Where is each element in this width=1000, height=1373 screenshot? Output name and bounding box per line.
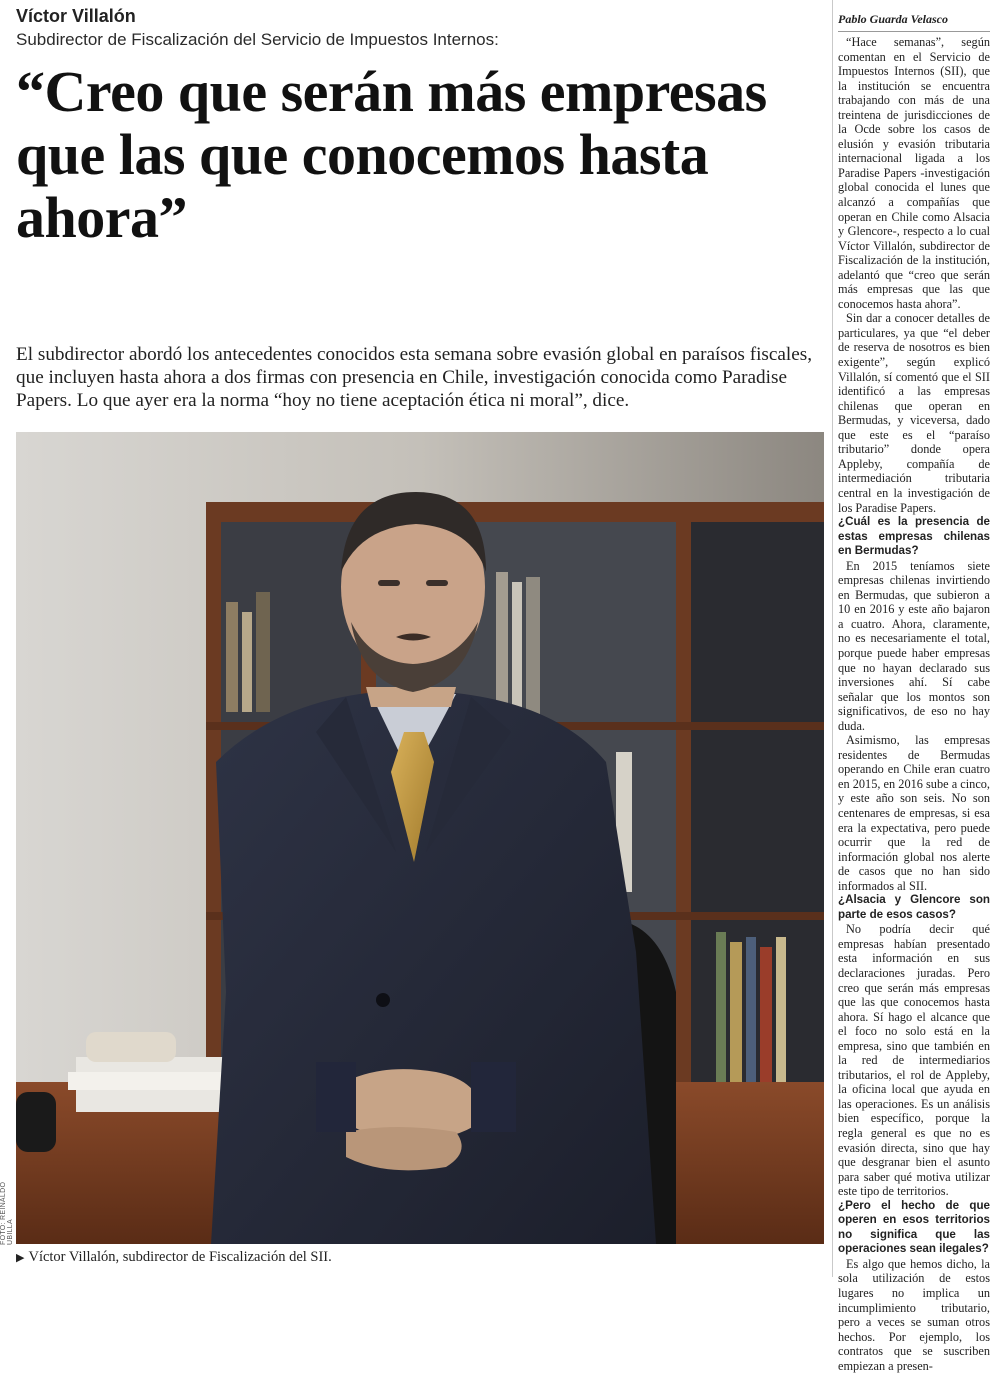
photo-credit: FOTO: REINALDO UBILLA — [0, 1181, 14, 1245]
column-divider — [832, 0, 833, 1277]
caption-text: Víctor Villalón, subdirector de Fiscalización del SII. — [28, 1249, 332, 1265]
deck: El subdirector abordó los antecedentes conocidos esta semana sobre evasión global en paraísos fiscales, que incluyen hasta ahora a dos firmas con presencia en Chile, investigación conocida como Paradise Papers. Lo que ayer era la norma “hoy no tiene aceptación ética ni moral”, dice. — [16, 344, 813, 411]
body-paragraph: No podría decir qué empresas habían presentado esta información en sus declaraciones juradas. Pero creo que serán más empresas que las que conocemos hasta ahora. Sí hago el alcance que el foco no solo está en la empresa, sino que también en la red de intermediarios tributarios, el rol de Appleby, la oficina local que ayuda en las operaciones. Es un análisis bien específico, porque la regla general es que no es evasión directa, sino que hay que desgranar bien el asunto para saber qué motiva utilizar este tipo de territorios. — [838, 922, 990, 1199]
body-paragraph: En 2015 teníamos siete empresas chilenas invirtiendo en Bermudas, que subieron a 10 en 2016 y este año bajaron a cuatro. Ahora, claramente, no es necesariamente el total, porque puede haber empresas que no hayan declarado sus inversiones ahí. Sí cabe señalar que los montos son significativos, de eso no hay duda. — [838, 558, 990, 733]
body-paragraph: Asimismo, las empresas residentes de Bermudas operando en Chile eran cuatro en 2015, en 2016 sube a cinco, y este año son seis. No son centenares de empresas, si esa era la expectativa, pero puede ocurrir que la red de información global nos alerte de casos que no han sido informados al SII. — [838, 733, 990, 893]
article-body — [838, 35, 990, 1373]
body-paragraph: Sin dar a conocer detalles de particulares, ya que “el deber de reserva de nosotros es bien exigente”, según explicó Villalón, sí comentó que el SII identificó a las empresas chilenas que operan en Bermudas, y viceversa, dado que este es el “paraíso tributario” donde opera Appleby, compañía de intermediación tributaria central en la investigación de los Paradise Papers. — [838, 311, 990, 515]
portrait-photo — [16, 432, 824, 1244]
headline: “Creo que serán más empresas que las que conocemos hasta ahora” — [16, 59, 767, 250]
caption-arrow-icon: ▶ — [16, 1252, 25, 1264]
body-paragraph: Es algo que hemos dicho, la sola utilización de estos lugares no implica un incumplimiento tributario, pero a veces se suman otros hechos. Por ejemplo, los contratos que se suscriben empiezan a presen- — [838, 1256, 990, 1373]
interview-question: ¿Alsacia y Glencore son parte de esos casos? — [838, 893, 990, 921]
photo-caption — [16, 1249, 332, 1266]
interview-question: ¿Cuál es la presencia de estas empresas chilenas en Bermudas? — [838, 515, 990, 558]
kicker: Víctor Villalón — [16, 6, 136, 26]
body-paragraph: “Hace semanas”, según comentan en el Servicio de Impuestos Internos (SII), que la institución se encuentra trabajando con más de una treintena de jurisdicciones de la Ocde sobre los casos de elusión y evasión tributaria internacional ligada a los Paradise Papers -investigación global conocida el lunes que alcanzó a compañías que operan en Chile como Alsacia y Glencore-, respecto a lo cual Víctor Villalón, subdirector de Fiscalización de la institución, adelantó que “creo que serán más empresas que las que conocemos hasta ahora”. — [838, 35, 990, 311]
interview-question: ¿Pero el hecho de que operen en esos territorios no significa que las operaciones sean ilegales? — [838, 1198, 990, 1256]
byline: Pablo Guarda Velasco — [838, 12, 949, 26]
subtitle: Subdirector de Fiscalización del Servicio de Impuestos Internos: — [16, 30, 499, 49]
byline-divider — [838, 31, 990, 32]
